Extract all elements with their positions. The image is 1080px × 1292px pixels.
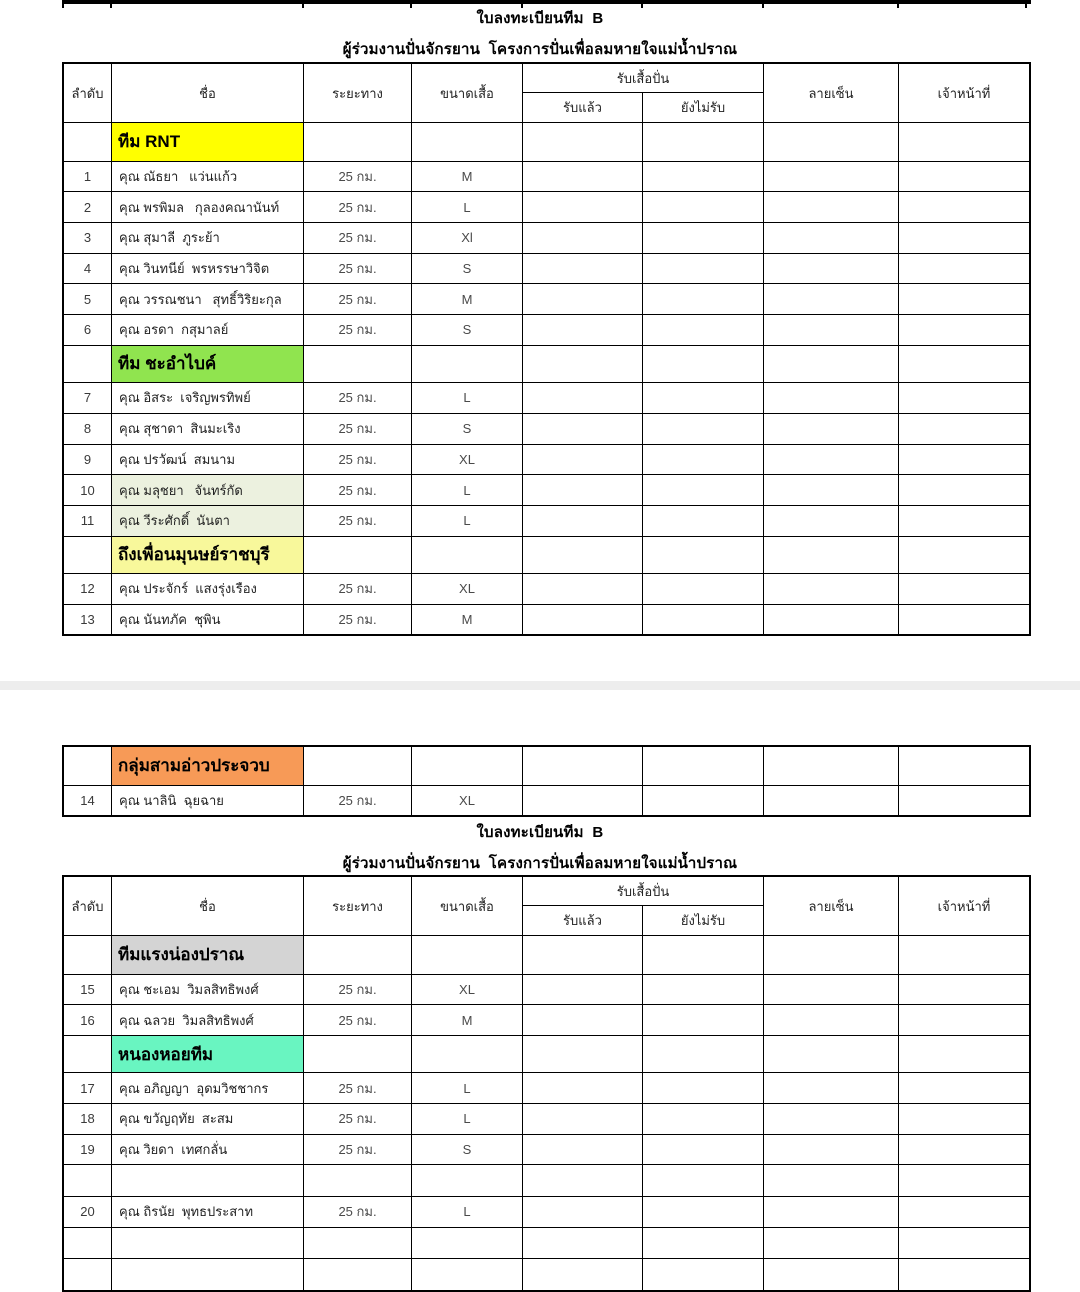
cell-name: คุณ ขวัญฤทัย สะสม xyxy=(112,1104,304,1134)
cell-staff xyxy=(899,383,1029,413)
cell-not_received xyxy=(643,605,764,635)
cell-received xyxy=(523,254,643,284)
table-row xyxy=(64,253,1029,284)
cell-not_received xyxy=(643,1228,764,1259)
cell-signature xyxy=(764,1073,899,1103)
cell-distance xyxy=(304,123,412,161)
cell-size xyxy=(412,936,523,974)
cell-order: 12 xyxy=(64,574,112,604)
cell-size: S xyxy=(412,1135,523,1165)
table-row xyxy=(64,974,1029,1005)
cell-name: คุณ สุมาลี ภูระย้า xyxy=(112,223,304,253)
cell-staff xyxy=(899,1228,1029,1259)
cell-not_received xyxy=(643,445,764,475)
cell-signature xyxy=(764,414,899,444)
empty-row xyxy=(64,1227,1029,1259)
cell-staff xyxy=(899,1197,1029,1227)
cell-signature xyxy=(764,1259,899,1290)
cell-staff xyxy=(899,936,1029,974)
cell-order: 1 xyxy=(64,162,112,192)
cell-not_received xyxy=(643,936,764,974)
cell-received xyxy=(523,414,643,444)
cell-signature xyxy=(764,1135,899,1165)
cell-size: S xyxy=(412,315,523,345)
cell-name: คุณ นันทภัค ชุพิน xyxy=(112,605,304,635)
cell-staff xyxy=(899,1036,1029,1073)
cell-name: คุณ วินทนีย์ พรหรรษาวิจิต xyxy=(112,254,304,284)
cell-signature xyxy=(764,1165,899,1196)
cell-name: คุณ ประจักร์ แสงรุ่งเรือง xyxy=(112,574,304,604)
cell-distance: 25 กม. xyxy=(304,315,412,345)
cell-signature xyxy=(764,223,899,253)
cell-received xyxy=(523,315,643,345)
cell-order xyxy=(64,1228,112,1259)
cell-name: คุณ ปรวัฒน์ สมนาม xyxy=(112,445,304,475)
cell-signature xyxy=(764,1197,899,1227)
cell-not_received xyxy=(643,975,764,1005)
table-row xyxy=(64,505,1029,536)
cell-order: 15 xyxy=(64,975,112,1005)
cell-not_received xyxy=(643,1005,764,1035)
cell-signature xyxy=(764,123,899,161)
cell-order: 8 xyxy=(64,414,112,444)
cell-name: คุณ พรพิมล กุลองคณานันท์ xyxy=(112,192,304,222)
cell-distance xyxy=(304,1165,412,1196)
cell-distance xyxy=(304,1036,412,1073)
cell-received xyxy=(523,223,643,253)
cell-distance: 25 กม. xyxy=(304,192,412,222)
cell-name: ถึงเพื่อนมุนษย์ราชบุรี xyxy=(112,537,304,574)
cell-name: ทีม ชะอำไบค์ xyxy=(112,346,304,383)
cell-name: กลุ่มสามอ่าวประจวบ xyxy=(112,747,304,785)
cell-distance: 25 กม. xyxy=(304,1135,412,1165)
table-body xyxy=(64,123,1029,634)
cell-staff xyxy=(899,475,1029,505)
col-header-order: ลำดับ xyxy=(64,64,112,122)
table-row xyxy=(64,1004,1029,1035)
cell-received xyxy=(523,786,643,816)
cell-received xyxy=(523,475,643,505)
cell-size: XL xyxy=(412,445,523,475)
cell-size xyxy=(412,1228,523,1259)
cell-name xyxy=(112,1228,304,1259)
cell-distance: 25 กม. xyxy=(304,975,412,1005)
cell-size: XL xyxy=(412,975,523,1005)
cell-not_received xyxy=(643,346,764,383)
cell-received xyxy=(523,192,643,222)
cell-not_received xyxy=(643,1073,764,1103)
cell-staff xyxy=(899,445,1029,475)
col-header-staff: เจ้าหน้าที่ xyxy=(937,85,991,101)
cell-signature xyxy=(764,475,899,505)
col-header-order: ลำดับ xyxy=(64,877,112,935)
cell-staff xyxy=(899,1165,1029,1196)
cell-received xyxy=(523,574,643,604)
cell-name: คุณ วีระศักดิ์ นันตา xyxy=(112,506,304,536)
cell-not_received xyxy=(643,383,764,413)
cell-order xyxy=(64,1165,112,1196)
cell-order: 6 xyxy=(64,315,112,345)
table-row xyxy=(64,413,1029,444)
cell-staff xyxy=(899,747,1029,785)
cell-staff xyxy=(899,537,1029,574)
col-header-shirt-group: รับเสื้อปั่น xyxy=(523,877,764,906)
cell-name: คุณ นาลินิ ฉุยฉาย xyxy=(112,786,304,816)
table-row xyxy=(64,283,1029,314)
cell-received xyxy=(523,1259,643,1290)
cell-staff xyxy=(899,1135,1029,1165)
cell-distance: 25 กม. xyxy=(304,254,412,284)
cell-name: คุณ สุชาดา สินมะเริง xyxy=(112,414,304,444)
table-row xyxy=(64,1103,1029,1134)
cell-signature xyxy=(764,506,899,536)
cell-received xyxy=(523,445,643,475)
cell-staff xyxy=(899,346,1029,383)
cell-received xyxy=(523,346,643,383)
cell-not_received xyxy=(643,254,764,284)
cell-not_received xyxy=(643,1135,764,1165)
col-header-not-received: ยังไม่รับ xyxy=(643,93,764,122)
cell-staff xyxy=(899,162,1029,192)
table-row xyxy=(64,191,1029,222)
cell-size: L xyxy=(412,192,523,222)
cell-order xyxy=(64,537,112,574)
cell-size: M xyxy=(412,605,523,635)
cell-staff xyxy=(899,786,1029,816)
cell-size xyxy=(412,1165,523,1196)
cell-size: L xyxy=(412,475,523,505)
cell-size: XL xyxy=(412,574,523,604)
team-header-row xyxy=(64,345,1029,383)
cell-order: 14 xyxy=(64,786,112,816)
cell-size: XL xyxy=(412,786,523,816)
cell-name: คุณ ฉลวย วิมลสิทธิพงศ์ xyxy=(112,1005,304,1035)
table-row xyxy=(64,573,1029,604)
cell-name: คุณ มลุชยา จันทร์กัด xyxy=(112,475,304,505)
table-row xyxy=(64,1134,1029,1165)
col-header-shirt-size: ขนาดเสื้อ xyxy=(412,877,523,935)
cell-received xyxy=(523,537,643,574)
cell-name: คุณ ณัธยา แว่นแก้ว xyxy=(112,162,304,192)
cell-received xyxy=(523,506,643,536)
cell-signature xyxy=(764,383,899,413)
cell-signature xyxy=(764,1005,899,1035)
cell-not_received xyxy=(643,1259,764,1290)
cell-distance: 25 กม. xyxy=(304,506,412,536)
cell-staff xyxy=(899,574,1029,604)
cell-not_received xyxy=(643,162,764,192)
page-subtitle: ผู้ร่วมงานปั่นจักรยาน โครงการปั่นเพื่อลมหายใจแม่น้ำปราณ xyxy=(342,41,738,58)
cell-distance xyxy=(304,1259,412,1290)
cell-name: คุณ อรดา กสุมาลย์ xyxy=(112,315,304,345)
cell-size: M xyxy=(412,162,523,192)
cell-order: 13 xyxy=(64,605,112,635)
cell-received xyxy=(523,1073,643,1103)
cell-order: 9 xyxy=(64,445,112,475)
col-header-shirt-group: รับเสื้อปั่น xyxy=(523,64,764,93)
cell-order: 3 xyxy=(64,223,112,253)
team-header-row xyxy=(64,536,1029,574)
col-header-distance: ระยะทาง xyxy=(304,877,412,935)
cell-staff xyxy=(899,223,1029,253)
cell-signature xyxy=(764,192,899,222)
cell-received xyxy=(523,1197,643,1227)
cell-order xyxy=(64,346,112,383)
cell-not_received xyxy=(643,1104,764,1134)
cell-size: M xyxy=(412,1005,523,1035)
cell-not_received xyxy=(643,747,764,785)
table-row xyxy=(64,222,1029,253)
cell-order: 11 xyxy=(64,506,112,536)
cell-received xyxy=(523,936,643,974)
cell-distance xyxy=(304,537,412,574)
cell-order xyxy=(64,936,112,974)
cell-size xyxy=(412,537,523,574)
cell-not_received xyxy=(643,574,764,604)
cell-not_received xyxy=(643,223,764,253)
col-header-signature: ลายเซ็น xyxy=(764,877,899,935)
table-row xyxy=(64,161,1029,192)
cell-order: 2 xyxy=(64,192,112,222)
cell-received xyxy=(523,383,643,413)
cell-signature xyxy=(764,574,899,604)
cell-signature xyxy=(764,346,899,383)
table-row xyxy=(64,474,1029,505)
cell-staff xyxy=(899,192,1029,222)
col-header-not-received: ยังไม่รับ xyxy=(643,906,764,935)
cell-not_received xyxy=(643,192,764,222)
cell-size xyxy=(412,747,523,785)
cell-not_received xyxy=(643,123,764,161)
cell-distance: 25 กม. xyxy=(304,475,412,505)
cell-distance: 25 กม. xyxy=(304,605,412,635)
cell-not_received xyxy=(643,284,764,314)
cell-size: S xyxy=(412,414,523,444)
cell-distance xyxy=(304,346,412,383)
registration-table-fragment xyxy=(62,745,1031,817)
col-header-distance: ระยะทาง xyxy=(304,64,412,122)
cell-distance: 25 กม. xyxy=(304,1197,412,1227)
col-header-shirt-size: ขนาดเสื้อ xyxy=(412,64,523,122)
cell-not_received xyxy=(643,786,764,816)
cell-size: M xyxy=(412,284,523,314)
cell-received xyxy=(523,123,643,161)
cell-distance: 25 กม. xyxy=(304,1073,412,1103)
cell-distance: 25 กม. xyxy=(304,1104,412,1134)
cell-staff xyxy=(899,506,1029,536)
table-row xyxy=(64,314,1029,345)
cell-distance: 25 กม. xyxy=(304,223,412,253)
page-subtitle: ผู้ร่วมงานปั่นจักรยาน โครงการปั่นเพื่อลมหายใจแม่น้ำปราณ xyxy=(342,855,738,872)
cell-size: L xyxy=(412,1104,523,1134)
cell-name: คุณ อภิญญา อุดมวิชชากร xyxy=(112,1073,304,1103)
table-header xyxy=(64,877,1029,936)
cell-received xyxy=(523,975,643,1005)
cell-staff xyxy=(899,1259,1029,1290)
cell-distance: 25 กม. xyxy=(304,414,412,444)
cell-distance xyxy=(304,747,412,785)
cell-staff xyxy=(899,1104,1029,1134)
cell-size: L xyxy=(412,506,523,536)
cell-signature xyxy=(764,315,899,345)
cell-received xyxy=(523,1228,643,1259)
cell-order: 17 xyxy=(64,1073,112,1103)
cell-distance: 25 กม. xyxy=(304,1005,412,1035)
col-header-received: รับแล้ว xyxy=(523,906,643,935)
col-header-signature: ลายเซ็น xyxy=(764,64,899,122)
cell-staff xyxy=(899,414,1029,444)
cell-not_received xyxy=(643,506,764,536)
cell-signature xyxy=(764,254,899,284)
empty-row xyxy=(64,1258,1029,1290)
cell-not_received xyxy=(643,1165,764,1196)
cell-received xyxy=(523,284,643,314)
cell-distance: 25 กม. xyxy=(304,786,412,816)
cell-received xyxy=(523,1005,643,1035)
cell-signature xyxy=(764,975,899,1005)
table-row xyxy=(64,785,1029,816)
cell-name: คุณ อิสระ เจริญพรทิพย์ xyxy=(112,383,304,413)
team-header-row xyxy=(64,1035,1029,1073)
table-row xyxy=(64,604,1029,635)
cell-staff xyxy=(899,975,1029,1005)
cell-name: ทีมแรงน่องปราณ xyxy=(112,936,304,974)
cell-not_received xyxy=(643,537,764,574)
cell-not_received xyxy=(643,315,764,345)
table-row xyxy=(64,444,1029,475)
team-header-row xyxy=(64,123,1029,161)
cell-distance: 25 กม. xyxy=(304,574,412,604)
cell-signature xyxy=(764,284,899,314)
cell-signature xyxy=(764,1228,899,1259)
cell-order: 7 xyxy=(64,383,112,413)
cell-order: 20 xyxy=(64,1197,112,1227)
cell-not_received xyxy=(643,414,764,444)
col-header-name: ชื่อ xyxy=(112,64,304,122)
cell-order: 10 xyxy=(64,475,112,505)
registration-table-page1 xyxy=(62,62,1031,636)
col-header-received: รับแล้ว xyxy=(523,93,643,122)
cell-staff xyxy=(899,605,1029,635)
cell-order xyxy=(64,1259,112,1290)
team-header-row xyxy=(64,747,1029,785)
cell-staff xyxy=(899,1005,1029,1035)
cell-signature xyxy=(764,1104,899,1134)
cell-order xyxy=(64,123,112,161)
cell-signature xyxy=(764,445,899,475)
team-header-row xyxy=(64,936,1029,974)
cell-distance xyxy=(304,936,412,974)
cell-received xyxy=(523,1036,643,1073)
col-header-name: ชื่อ xyxy=(112,877,304,935)
table-row xyxy=(64,382,1029,413)
cell-name: คุณ ถิรนัย พุทธประสาท xyxy=(112,1197,304,1227)
cell-distance xyxy=(304,1228,412,1259)
cell-signature xyxy=(764,537,899,574)
cell-signature xyxy=(764,1036,899,1073)
cell-order: 4 xyxy=(64,254,112,284)
table-header xyxy=(64,64,1029,123)
cell-size: L xyxy=(412,1073,523,1103)
cell-name xyxy=(112,1259,304,1290)
cell-signature xyxy=(764,747,899,785)
cell-received xyxy=(523,747,643,785)
cell-name xyxy=(112,1165,304,1196)
cell-staff xyxy=(899,254,1029,284)
cell-name: คุณ ชะเอม วิมลสิทธิพงศ์ xyxy=(112,975,304,1005)
table-row xyxy=(64,1196,1029,1227)
cell-not_received xyxy=(643,1197,764,1227)
cell-name: หนองหอยทีม xyxy=(112,1036,304,1073)
cell-distance: 25 กม. xyxy=(304,162,412,192)
cell-order xyxy=(64,1036,112,1073)
cell-not_received xyxy=(643,1036,764,1073)
cell-order: 19 xyxy=(64,1135,112,1165)
cell-received xyxy=(523,1104,643,1134)
cell-received xyxy=(523,1165,643,1196)
cell-signature xyxy=(764,936,899,974)
cell-distance: 25 กม. xyxy=(304,445,412,475)
cell-size xyxy=(412,123,523,161)
page-title: ใบลงทะเบียนทีม B xyxy=(476,10,604,27)
cell-received xyxy=(523,605,643,635)
page-break-band xyxy=(0,681,1080,690)
cell-signature xyxy=(764,786,899,816)
registration-table-page2 xyxy=(62,875,1031,1292)
cell-order: 16 xyxy=(64,1005,112,1035)
cell-not_received xyxy=(643,475,764,505)
cell-order: 5 xyxy=(64,284,112,314)
cell-received xyxy=(523,162,643,192)
table-body xyxy=(64,936,1029,1290)
cell-size: L xyxy=(412,383,523,413)
cell-size: S xyxy=(412,254,523,284)
cell-size xyxy=(412,1259,523,1290)
cutoff-table-edge xyxy=(62,0,1031,4)
table-body xyxy=(64,747,1029,815)
cell-distance: 25 กม. xyxy=(304,383,412,413)
cell-staff xyxy=(899,123,1029,161)
cell-name: คุณ วรรณชนา สุทธิ์วิริยะกุล xyxy=(112,284,304,314)
empty-row xyxy=(64,1164,1029,1196)
cell-signature xyxy=(764,605,899,635)
page-title: ใบลงทะเบียนทีม B xyxy=(476,824,604,841)
col-header-staff: เจ้าหน้าที่ xyxy=(937,898,991,914)
cell-staff xyxy=(899,1073,1029,1103)
cell-name: ทีม RNT xyxy=(112,123,304,161)
cell-size: L xyxy=(412,1197,523,1227)
cell-order xyxy=(64,747,112,785)
cell-distance: 25 กม. xyxy=(304,284,412,314)
cell-received xyxy=(523,1135,643,1165)
cell-size xyxy=(412,1036,523,1073)
table-row xyxy=(64,1072,1029,1103)
cell-size: Xl xyxy=(412,223,523,253)
cell-size xyxy=(412,346,523,383)
cell-staff xyxy=(899,315,1029,345)
cell-signature xyxy=(764,162,899,192)
cell-staff xyxy=(899,284,1029,314)
cell-name: คุณ วิยดา เทศกลั่น xyxy=(112,1135,304,1165)
cell-order: 18 xyxy=(64,1104,112,1134)
